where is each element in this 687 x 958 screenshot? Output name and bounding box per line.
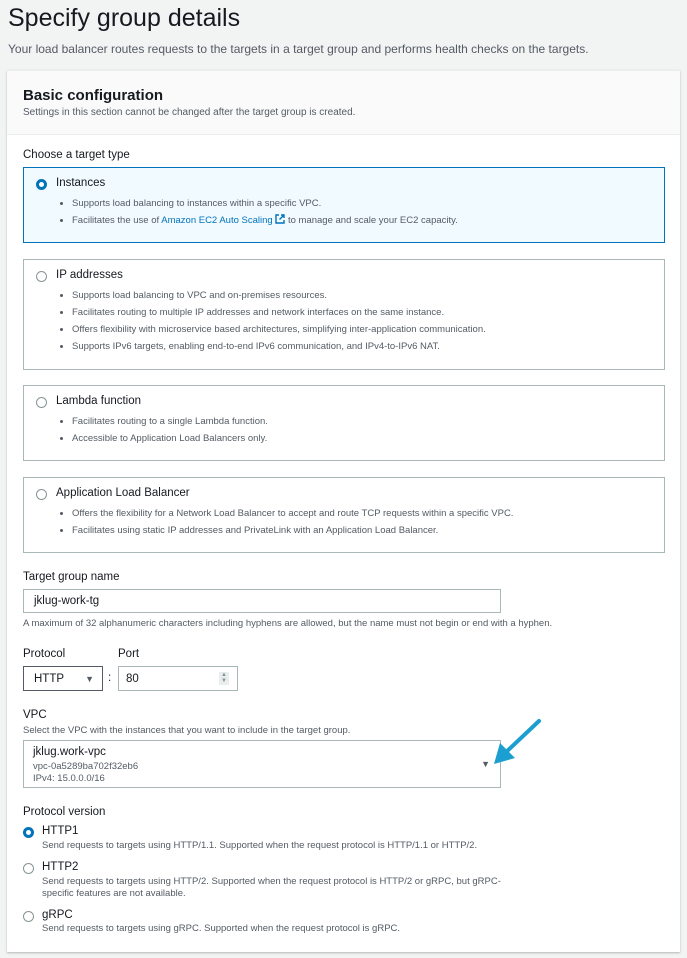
grpc-option[interactable]: gRPC (42, 909, 73, 921)
port-input[interactable] (118, 666, 238, 691)
bullet (72, 212, 458, 229)
bullet: • Facilitates routing to multiple IP addresses and network interfaces on the same instance. (72, 304, 486, 321)
target-group-name-input[interactable]: jklug-work-tg (23, 589, 501, 613)
http2-option[interactable]: HTTP2 (42, 861, 79, 873)
protocol-label: Protocol (23, 648, 66, 660)
vpc-select[interactable] (23, 740, 501, 788)
page-subtitle: Your load balancer routes requests to the targets in a target group and performs health checks on the targets. (8, 42, 589, 56)
port-value: 80 (126, 672, 139, 685)
bullet: • Supports IPv6 targets, enabling end-to-end IPv6 communication, and IPv4-to-IPv6 NAT. (72, 338, 486, 355)
ec2-auto-scaling-link[interactable]: Amazon EC2 Auto Scaling (161, 215, 273, 226)
target-group-name-label: Target group name (23, 571, 120, 583)
caret-down-icon: ▼ (85, 673, 94, 684)
vpc-name: jklug.work-vpc (33, 746, 106, 758)
option-title: IP addresses (56, 269, 123, 281)
bullet: • Accessible to Application Load Balancers only. (72, 430, 268, 447)
protocol-value: HTTP (34, 672, 65, 685)
target-type-instances[interactable] (23, 167, 665, 243)
radio-icon[interactable] (23, 863, 34, 874)
bullet-text: Facilitates the use of (72, 215, 162, 226)
protocol-select[interactable] (23, 666, 103, 691)
panel-title: Basic configuration (23, 87, 164, 104)
protocol-version-label: Protocol version (23, 806, 106, 818)
target-type-lambda[interactable] (23, 385, 665, 461)
page-title: Specify group details (8, 4, 241, 32)
http1-description: Send requests to targets using HTTP/1.1. Supported when the request protocol is HTTP/1.1 or HTTP/2. (42, 840, 478, 851)
grpc-description: Send requests to targets using gRPC. Supported when the request protocol is gRPC. (42, 923, 401, 934)
option-title: Lambda function (56, 395, 142, 407)
target-type-label: Choose a target type (23, 149, 130, 161)
spinner-icon[interactable]: ▲ ▼ (219, 672, 229, 685)
radio-icon[interactable] (36, 489, 47, 500)
vpc-label: VPC (23, 709, 47, 721)
vpc-description: Select the VPC with the instances that you want to include in the target group. (23, 725, 351, 736)
option-title: Application Load Balancer (56, 487, 190, 499)
bullet: • Facilitates using static IP addresses and PrivateLink with an Application Load Balancer. (72, 522, 513, 539)
bullet: • Supports load balancing to VPC and on-premises resources. (72, 287, 486, 304)
bullet: • Offers the flexibility for a Network Load Balancer to accept and route TCP requests within a specific VPC. (72, 505, 513, 522)
external-link-icon (275, 214, 285, 224)
bullet: • Offers flexibility with microservice based architectures, simplifying inter-application communication. (72, 321, 486, 338)
option-title: Instances (56, 177, 106, 189)
target-type-ip-addresses[interactable] (23, 259, 665, 370)
vpc-cidr: IPv4: 15.0.0.0/16 (33, 773, 105, 784)
http1-option[interactable]: HTTP1 (42, 825, 79, 837)
vpc-id: vpc-0a5289ba702f32eb6 (33, 761, 139, 772)
http2-description: Send requests to targets using HTTP/2. Supported when the request protocol is HTTP/2 or gRPC, but gRPC-specific features are not available. (42, 876, 501, 899)
radio-icon[interactable] (23, 911, 34, 922)
bullet-text: to manage and scale your EC2 capacity. (285, 215, 458, 226)
panel-header (7, 71, 680, 135)
caret-down-icon: ▼ (481, 759, 490, 769)
bullet: • Supports load balancing to instances within a specific VPC. (72, 195, 458, 212)
port-label: Port (118, 648, 140, 660)
radio-icon[interactable] (36, 271, 47, 282)
radio-selected-icon[interactable] (23, 827, 34, 838)
target-type-alb[interactable] (23, 477, 665, 553)
radio-icon[interactable] (36, 397, 47, 408)
annotation-arrow-icon (488, 716, 546, 768)
target-group-name-help: A maximum of 32 alphanumeric characters including hyphens are allowed, but the name must not begin or end with a hyphen. (23, 618, 553, 629)
bullet: • Facilitates routing to a single Lambda function. (72, 413, 268, 430)
port-separator: : (108, 672, 112, 684)
radio-selected-icon[interactable] (36, 179, 47, 190)
panel-subtitle: Settings in this section cannot be changed after the target group is created. (23, 107, 356, 118)
